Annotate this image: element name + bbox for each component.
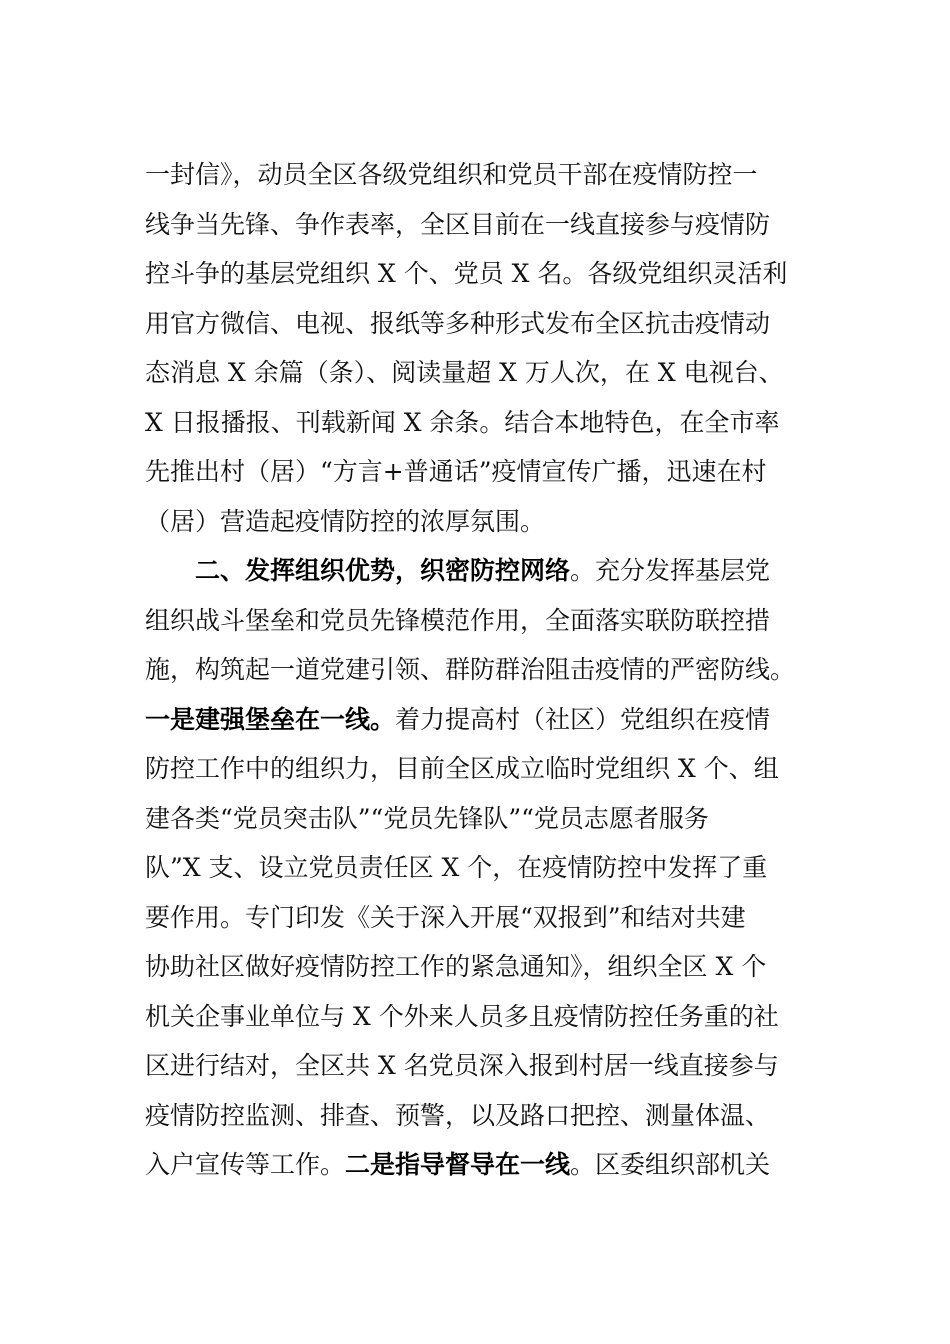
text-line xyxy=(145,695,835,745)
text-line xyxy=(145,200,835,250)
text-run: 着力提高村（社区）党组织在疫情 xyxy=(395,704,771,734)
text-line xyxy=(145,249,835,299)
text-line xyxy=(145,1140,835,1190)
text-run: （居）营造起疫情防控的浓厚氛围。 xyxy=(145,506,546,536)
text-line xyxy=(145,1041,835,1091)
text-line xyxy=(145,645,835,695)
text-run: 。充分发挥基层党 xyxy=(570,556,771,585)
text-line xyxy=(145,843,835,893)
text-run: X 日报播报、刊载新闻 X 余条。结合本地特色，在全市率 xyxy=(145,407,780,437)
text-line xyxy=(145,596,835,646)
section-heading: 二、发挥组织优势，织密防控网络 xyxy=(195,556,571,585)
text-line xyxy=(145,893,835,943)
text-run: 要作用。专门印发《关于深入开展“双报到”和结对共建 xyxy=(145,902,746,932)
text-run: 队”X 支、设立党员责任区 X 个，在疫情防控中发挥了重 xyxy=(145,853,768,882)
text-run: 区进行结对，全区共 X 名党员深入报到村居一线直接参与 xyxy=(145,1051,779,1080)
text-run: 施，构筑起一道党建引领、群防群治阻击疫情的严密防线。 xyxy=(145,655,796,684)
text-line xyxy=(145,299,835,349)
text-line xyxy=(145,942,835,992)
text-run: 控斗争的基层党组织 X 个、党员 X 名。各级党组织灵活利 xyxy=(145,259,788,288)
text-run: 建各类“党员突击队”“党员先锋队”“党员志愿者服务 xyxy=(145,803,709,833)
subheading: 一是建强堡垒在一线。 xyxy=(145,704,396,734)
text-run: 协助社区做好疫情防控工作的紧急通知》，组织全区 X 个 xyxy=(145,952,767,981)
text-line xyxy=(145,497,835,547)
text-run: 一封信》，动员全区各级党组织和党员干部在疫情防控一 xyxy=(145,160,758,189)
text-run: 疫情防控监测、排查、预警，以及路口把控、测量体温、 xyxy=(145,1100,771,1130)
text-line xyxy=(145,794,835,844)
text-run: 先推出村（居）“方言+普通话”疫情宣传广播，迅速在村 xyxy=(145,457,767,486)
text-line xyxy=(145,447,835,497)
body-text xyxy=(145,150,835,1190)
text-run: 线争当先锋、争作表率，全区目前在一线直接参与疫情防 xyxy=(145,209,771,239)
text-line xyxy=(145,1091,835,1141)
text-run: 机关企事业单位与 X 个外来人员多且疫情防控任务重的社 xyxy=(145,1001,779,1031)
text-line xyxy=(145,348,835,398)
text-line xyxy=(145,398,835,448)
text-run: 入户宣传等工作。 xyxy=(145,1150,346,1179)
subheading: 二是指导督导在一线 xyxy=(345,1150,571,1179)
text-run: 态消息 X 余篇（条）、阅读量超 X 万人次，在 X 电视台、 xyxy=(145,358,784,387)
text-run: 组织战斗堡垒和党员先锋模范作用，全面落实联防联控措 xyxy=(145,605,771,635)
text-line xyxy=(145,992,835,1042)
text-run: 防控工作中的组织力，目前全区成立临时党组织 X 个、组 xyxy=(145,754,779,783)
text-line xyxy=(145,744,835,794)
text-run: 用官方微信、电视、报纸等多种形式发布全区抗击疫情动 xyxy=(145,308,771,338)
section-heading-line xyxy=(145,546,835,596)
text-run: 。区委组织部机关 xyxy=(570,1150,771,1179)
text-line xyxy=(145,150,835,200)
